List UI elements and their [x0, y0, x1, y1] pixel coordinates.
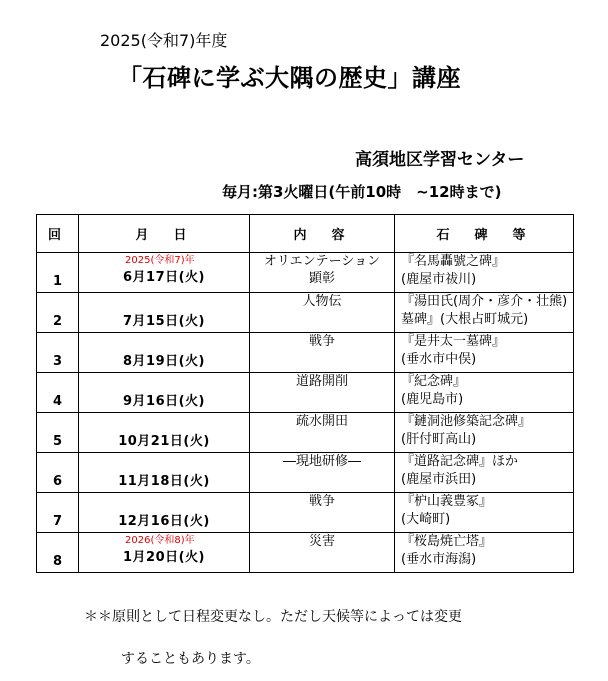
row-number: [37, 413, 79, 453]
row-number-text: 1: [52, 274, 63, 289]
row-year: 2025(令和7)年: [125, 255, 195, 266]
row-stone: [395, 493, 574, 533]
row-content-line: ―現地研修―: [282, 454, 361, 469]
row-number-text: 3: [52, 354, 63, 369]
row-stone-line: 『湯田氏(周介・彦介・壮熊): [401, 294, 568, 309]
row-stone-line: 『枦山義豊冢』: [401, 494, 493, 509]
row-stone: [395, 453, 574, 493]
row-number-text: 4: [52, 394, 63, 409]
row-date: [79, 293, 250, 333]
row-date: [79, 373, 250, 413]
row-stone-line: 『道路記念碑』ほか: [401, 454, 519, 469]
row-number: [37, 253, 79, 293]
header-no: 回: [37, 215, 79, 253]
row-date-text: 8月19日(火): [122, 354, 206, 369]
row-number-text: 2: [52, 314, 63, 329]
table-row: [37, 373, 574, 413]
note-line-1: ＊＊原則として日程変更なし。ただし天候等によっては変更: [84, 609, 462, 625]
row-content: [250, 373, 395, 413]
row-date-text: 6月17日(火): [122, 270, 206, 285]
row-number: [37, 493, 79, 533]
row-date: [79, 413, 250, 453]
row-stone-line: (鹿児島市): [401, 392, 464, 407]
row-date-text: 12月16日(火): [118, 514, 210, 529]
page-title: 「石碑に学ぶ大隅の歴史」講座: [118, 64, 461, 92]
row-content: [250, 333, 395, 373]
row-stone: [395, 413, 574, 453]
row-stone: [395, 293, 574, 333]
row-date-text: 7月15日(火): [122, 314, 206, 329]
row-number-text: 6: [52, 474, 63, 489]
row-stone-line: (肝付町高山): [401, 432, 477, 447]
row-content-line: 人物伝: [302, 294, 342, 309]
lecture-schedule-table: [36, 214, 574, 573]
row-stone-line: 墓碑』(大根占町城元): [401, 312, 529, 327]
row-content: [250, 413, 395, 453]
row-number: [37, 333, 79, 373]
note-line-2: することもあります。: [121, 651, 260, 667]
row-number-text: 7: [52, 514, 63, 529]
row-date: [79, 453, 250, 493]
fiscal-year: 2025(令和7)年度: [100, 31, 228, 50]
row-content-line: 顕彰: [308, 271, 335, 286]
header-date: 月 日: [79, 215, 250, 253]
row-date-text: 10月21日(火): [118, 434, 210, 449]
table-row: [37, 253, 574, 293]
row-stone-line: (垂水市中俣): [401, 352, 477, 367]
table-row: [37, 333, 574, 373]
row-year: 2026(令和8)年: [125, 535, 195, 546]
row-date: [79, 533, 250, 573]
row-stone-line: 『鏈洞池修築記念碑』: [401, 414, 532, 429]
row-stone: [395, 333, 574, 373]
row-number: [37, 453, 79, 493]
row-content-line: 道路開削: [295, 374, 348, 389]
table-header-row: [37, 215, 574, 253]
row-stone-line: (鹿屋市浜田): [401, 472, 477, 487]
header-stone: 石 碑 等: [395, 215, 574, 253]
row-stone-line: 『桜島焼亡塔』: [401, 534, 493, 549]
row-stone-line: (鹿屋市祓川): [401, 272, 477, 287]
row-stone-line: (垂水市海潟): [401, 552, 477, 567]
row-stone: [395, 253, 574, 293]
header-content: 内 容: [250, 215, 395, 253]
table-row: [37, 533, 574, 573]
schedule-info: 毎月:第3火曜日(午前10時 ~12時まで): [222, 183, 502, 201]
row-date: [79, 493, 250, 533]
row-stone-line: 『名馬轟號之碑』: [401, 254, 506, 269]
row-date: [79, 253, 250, 293]
row-content-line: オリエンテーション: [263, 254, 381, 269]
row-number-text: 5: [52, 434, 63, 449]
row-date-text: 9月16日(火): [122, 394, 206, 409]
row-stone: [395, 373, 574, 413]
row-content-line: 疏水開田: [295, 414, 348, 429]
row-number: [37, 373, 79, 413]
row-date: [79, 333, 250, 373]
row-number: [37, 293, 79, 333]
row-content: [250, 493, 395, 533]
row-content-line: 災害: [308, 534, 335, 549]
row-date-text: 11月18日(火): [118, 474, 210, 489]
row-content: [250, 253, 395, 293]
organizer-name: 高須地区学習センター: [355, 150, 525, 170]
row-content: [250, 453, 395, 493]
row-content-line: 戦争: [308, 334, 335, 349]
row-stone-line: 『紀念碑』: [401, 374, 467, 389]
table-row: [37, 413, 574, 453]
row-content: [250, 293, 395, 333]
table-row: [37, 493, 574, 533]
row-number: [37, 533, 79, 573]
row-content-line: 戦争: [308, 494, 335, 509]
row-stone: [395, 533, 574, 573]
table-row: [37, 453, 574, 493]
table-row: [37, 293, 574, 333]
row-number-text: 8: [52, 554, 63, 569]
row-date-text: 1月20日(火): [122, 550, 206, 565]
row-content: [250, 533, 395, 573]
row-stone-line: 『是井太一墓碑』: [401, 334, 506, 349]
row-stone-line: (大崎町): [401, 512, 451, 527]
